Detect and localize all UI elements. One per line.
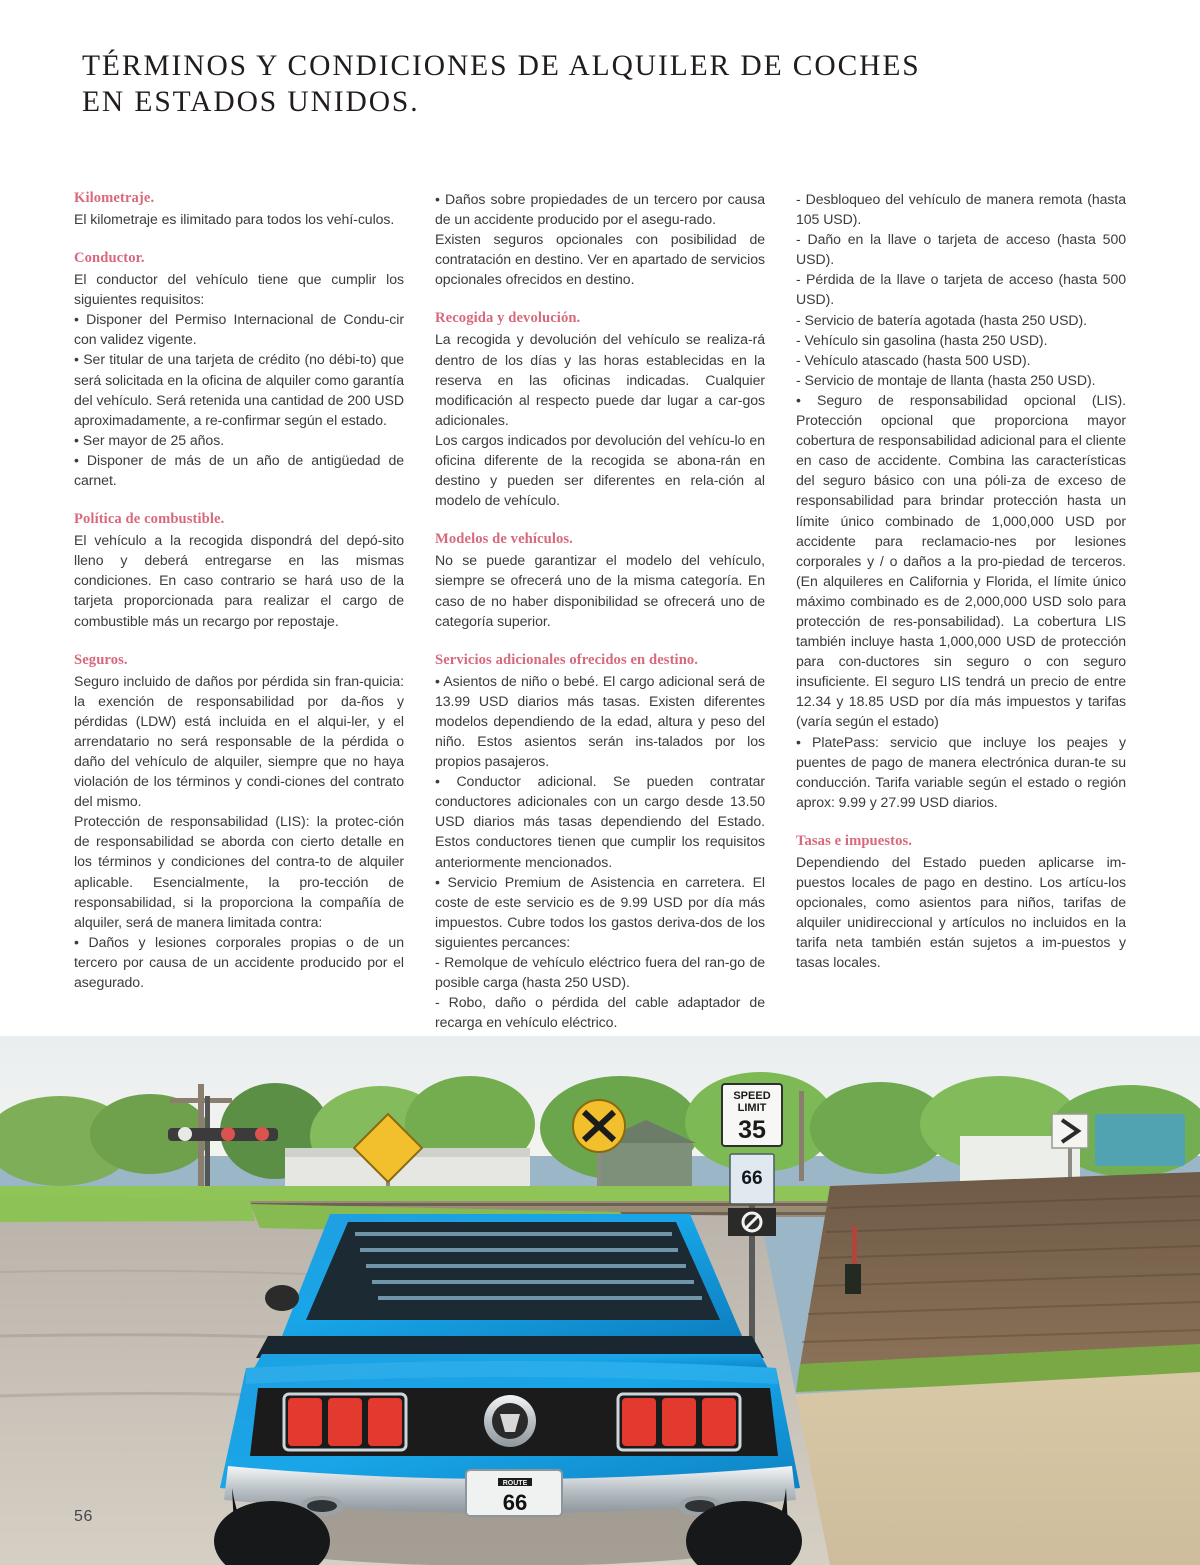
paragraph: - Robo, daño o pérdida del cable adaptador de recarga en vehículo eléctrico.	[435, 994, 765, 1031]
paragraph: - Daño en la llave o tarjeta de acceso (hasta 500 USD).	[796, 231, 1126, 268]
paragraph: • Servicio Premium de Asistencia en carretera. El coste de este servicio es de 9.99 USD por día más impuestos. Cubre todos los gastos deriva-dos de los siguientes percances:	[435, 873, 765, 950]
column-2	[435, 189, 765, 1032]
center-emblem	[484, 1395, 536, 1447]
section-modelos-vehiculos	[435, 530, 765, 630]
page-title-line-2: EN ESTADOS UNIDOS.	[82, 86, 420, 118]
tail-light-left	[284, 1394, 406, 1450]
section-heading: Modelos de vehículos.	[435, 531, 573, 548]
section-politica-combustible	[74, 510, 404, 630]
paragraph: La recogida y devolución del vehículo se realiza-rá dentro de los días y las horas establecidas en la reserva en las oficinas indicadas. Cualquier modificación al respecto puede dar lugar a car-gos adicionales.	[435, 331, 765, 428]
page-number: 56	[74, 1508, 93, 1525]
section-heading: Servicios adicionales ofrecidos en destino.	[435, 651, 699, 668]
tail-light-right	[618, 1394, 740, 1450]
section-heading: Conductor.	[74, 250, 145, 267]
paragraph: El kilometraje es ilimitado para todos los vehí-culos.	[74, 211, 395, 227]
paragraph: - Pérdida de la llave o tarjeta de acceso (hasta 500 USD).	[796, 271, 1126, 308]
article-columns	[74, 189, 1126, 1032]
paragraph: • Conductor adicional. Se pueden contratar conductores adicionales con un cargo desde 13.50 USD diarios más tasas dependiendo del Estado. Estos conductores tienen que cumplir los requisitos anteriormente mencionados.	[435, 773, 765, 870]
mustang-photo	[0, 1036, 1200, 1565]
section-tasas-impuestos	[796, 832, 1126, 973]
svg-text:LIMIT: LIMIT	[737, 1102, 767, 1114]
route-66-sign	[728, 1154, 776, 1236]
section-heading: Seguros.	[74, 651, 128, 668]
page-title	[82, 48, 1082, 120]
paragraph: • Ser titular de una tarjeta de crédito (no débi-to) que será solicitada en la oficina de alquiler como garantía del vehículo. Será retenida una cantidad de 200 USD aproximadamente, a re-confirmar según el estado.	[74, 351, 404, 428]
section-servicios-adicionales	[435, 651, 765, 1033]
section-seguros	[74, 651, 404, 993]
paragraph: - Servicio de montaje de llanta (hasta 250 USD).	[796, 371, 1096, 388]
svg-text:66: 66	[741, 1168, 763, 1189]
section-percances-continuacion	[796, 189, 1126, 812]
column-3	[796, 189, 1126, 1032]
paragraph: Seguro incluido de daños por pérdida sin fran-quicia: la exención de responsabilidad por da-ños y pérdidas (LDW) está incluida en el alqui-ler, y el arrendatario no será responsable de la pérdida o daño del vehículo de alquiler, siempre que no haya violación de los términos y condi-ciones del contrato del mismo.	[74, 672, 404, 810]
section-conductor	[74, 249, 404, 490]
paragraph: Los cargos indicados por devolución del vehícu-lo en oficina diferente de la recogida se abona-rán en destino y pueden ser diferentes en rela-ción al modelo de vehículo.	[435, 431, 765, 509]
section-heading: Política de combustible.	[74, 511, 225, 528]
paragraph: - Vehículo sin gasolina (hasta 250 USD).	[796, 331, 1048, 348]
section-recogida-devolucion	[435, 309, 765, 510]
paragraph: • Seguro de responsabilidad opcional (LIS). Protección opcional que proporciona mayor cobertura de responsabilidad adicional para el cliente en caso de accidente. Combina las características del seguro básico con una póli-za de exceso de responsabilidad para brindar protección hasta un límite único combinado de 1,000,000 USD por accidente para reclamacio-nes por lesiones corporales y / o daños a la pro-piedad de terceros. (En alquileres en California y Florida, el límite único máximo combinado es de 2,000,000 USD solo para protección de res-ponsabilidad). La cobertura LIS también incluye hasta 1,000,000 USD de protección para con-ductores sin seguro o con seguro insuficiente. El seguro LIS tendrá un precio de entre 12.34 y 18.85 USD por día más impuestos y tarifas (varía según el estado)	[796, 391, 1126, 730]
paragraph: • Ser mayor de 25 años.	[74, 431, 225, 448]
section-kilometraje	[74, 189, 404, 229]
section-heading: Recogida y devolución.	[435, 310, 581, 327]
paragraph: - Servicio de batería agotada (hasta 250 USD).	[796, 311, 1088, 328]
section-heading: Kilometraje.	[74, 190, 155, 206]
section-heading: Tasas e impuestos.	[796, 832, 913, 849]
paragraph: • PlatePass: servicio que incluye los peajes y puentes de pago de manera electrónica duran-te su conducción. Tarifa variable según el estado o región aprox: 9.99 y 27.99 USD diarios.	[796, 733, 1126, 810]
svg-text:66: 66	[502, 1490, 528, 1515]
paragraph: El vehículo a la recogida dispondrá del depó-sito lleno y deberá entregarse en las mismas condiciones. En caso contrario se hará uso de la tarjeta proporcionada para realizar el cargo de combustible más un recargo por repostaje.	[74, 532, 404, 629]
page-title-line-1: TÉRMINOS Y CONDICIONES DE ALQUILER DE COCHES	[82, 50, 921, 82]
svg-text:35: 35	[738, 1116, 766, 1144]
svg-text:ROUTE: ROUTE	[502, 1480, 528, 1487]
photo-illustration	[0, 1036, 1200, 1565]
column-1	[74, 189, 404, 1032]
paragraph: • Asientos de niño o bebé. El cargo adicional será de 13.99 USD diarios más tasas. Existen diferentes modelos dependiendo de la edad, altura y peso del niño. Estos asientos serán ins-talados por los propios pasajeros.	[435, 672, 765, 770]
paragraph: Dependiendo del Estado pueden aplicarse im-puestos locales de pago en destino. Los artícu-los opcionales, como asientos para niños, tarifas de alquiler unidireccional y artículos no incluidos en la tarifa neta también están sujetos a im-puestos y tasas locales.	[796, 853, 1126, 971]
paragraph: Protección de responsabilidad (LIS): la protec-ción de responsabilidad se aborda con cierto detalle en los términos y condiciones del contra-to de alquiler aplicable. Esencialmente, la pro-tección de responsabilidad, si la proporciona la compañía de alquiler, será de manera limitada contra:	[74, 813, 404, 930]
svg-text:SPEED: SPEED	[733, 1090, 771, 1102]
paragraph: - Vehículo atascado (hasta 500 USD).	[796, 351, 1031, 368]
paragraph: El conductor del vehículo tiene que cumplir los siguientes requisitos:	[74, 271, 404, 308]
paragraph: • Daños sobre propiedades de un tercero por causa de un accidente producido por el asegu-rado.	[435, 191, 765, 228]
side-mirror	[265, 1285, 299, 1311]
paragraph: - Remolque de vehículo eléctrico fuera del ran-go de posible carga (hasta 250 USD).	[435, 954, 765, 991]
rear-window-louvers	[306, 1222, 720, 1320]
paragraph: - Desbloqueo del vehículo de manera remota (hasta 105 USD).	[796, 191, 1126, 228]
paragraph: • Disponer del Permiso Internacional de Condu-cir con validez vigente.	[74, 311, 404, 348]
paragraph: • Disponer de más de un año de antigüedad de carnet.	[74, 451, 404, 489]
plate	[466, 1470, 562, 1516]
paragraph: No se puede garantizar el modelo del vehículo, siempre se ofrecerá uno de la misma categoría. En caso de no haber disponibilidad se ofrecerá uno de categoría superior.	[435, 552, 765, 629]
billboard	[1095, 1114, 1185, 1166]
paragraph: Existen seguros opcionales con posibilidad de contratación en destino. Ver en apartado de servicios opcionales ofrecidos en destino.	[435, 231, 765, 288]
section-danos-propiedades	[435, 189, 765, 289]
paragraph: • Daños y lesiones corporales propias o de un tercero por causa de un accidente producido por el asegurado.	[74, 933, 404, 990]
